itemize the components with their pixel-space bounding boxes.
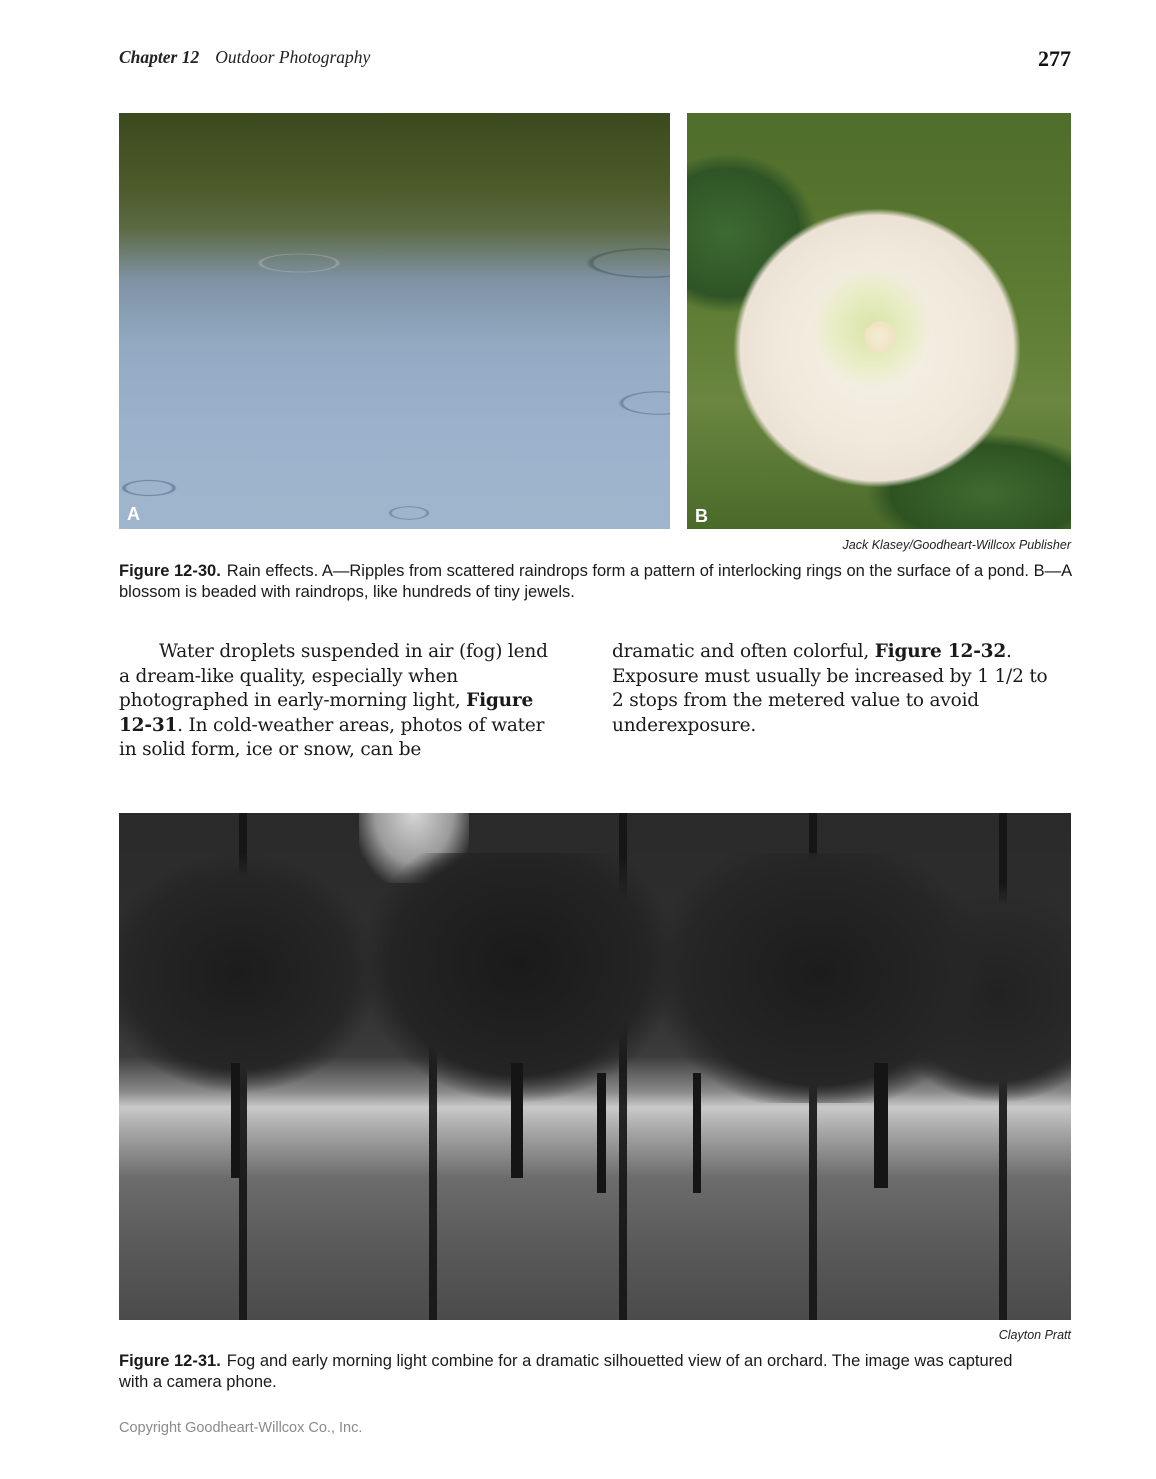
running-head <box>119 47 370 68</box>
figure-reference: Figure 12-31 <box>119 690 534 736</box>
panel-label-a: A <box>127 504 140 524</box>
figure-reference: Figure 12-32 <box>874 641 1007 662</box>
tree-trunk <box>597 1073 606 1193</box>
page-number: 277 <box>1038 46 1071 71</box>
tree-trunk <box>231 1063 240 1178</box>
tree-trunk <box>511 1063 523 1178</box>
figure-12-30-photo-a <box>119 113 670 529</box>
tree-trunk <box>874 1063 888 1188</box>
caption-text: Fog and early morning light combine for a dramatic silhouetted view of an orchard. The image was captured with a camera phone. <box>119 1352 1013 1391</box>
body-text: Water droplets suspended in air (fog) lend a dream-like quality, especially when photographed in early-morning light, <box>119 641 548 711</box>
chapter-title: Outdoor Photography <box>215 47 371 67</box>
figure-12-30-credit: Jack Klasey/Goodheart-Willcox Publisher <box>842 538 1071 552</box>
tree-trunk <box>693 1073 701 1193</box>
figure-number: Figure 12-31. <box>119 1352 221 1370</box>
body-text: . Exposure must usually be increased by 1 1/2 to 2 stops from the metered value to avoid underexposure. <box>612 641 1048 736</box>
figure-12-31-credit: Clayton Pratt <box>998 1328 1071 1342</box>
copyright-footer: Copyright Goodheart-Willcox Co., Inc. <box>119 1420 363 1436</box>
figure-12-30-photo-b <box>687 113 1071 529</box>
figure-12-31-photo <box>119 813 1071 1320</box>
body-text-right-column <box>612 640 1052 738</box>
figure-12-30-caption <box>119 561 1074 603</box>
panel-label-b: B <box>695 506 708 526</box>
body-text-left-column <box>119 640 549 763</box>
caption-text: Rain effects. A—Ripples from scattered raindrops form a pattern of interlocking rings on the surface of a pond. B—A blossom is beaded with raindrops, like hundreds of tiny jewels. <box>119 562 1072 601</box>
body-text: dramatic and often colorful, <box>612 641 875 662</box>
tree-canopy <box>119 853 1071 1103</box>
body-text: . In cold-weather areas, photos of water in solid form, ice or snow, can be <box>119 714 545 760</box>
figure-12-31-caption <box>119 1351 1039 1393</box>
chapter-label: Chapter 12 <box>119 47 200 67</box>
figure-number: Figure 12-30. <box>119 562 221 580</box>
